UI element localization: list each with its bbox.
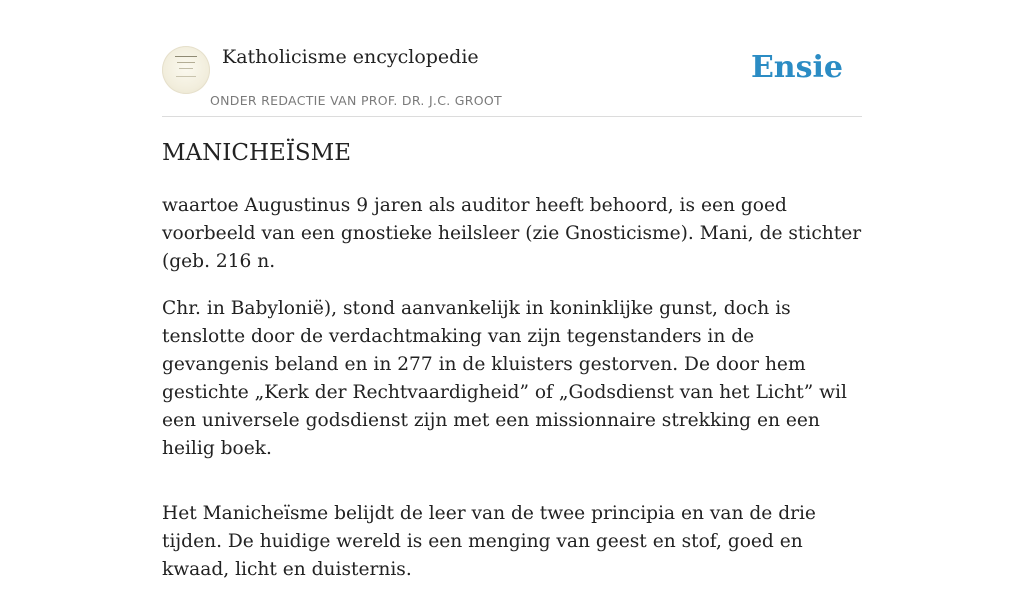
- book-title-link[interactable]: Katholicisme encyclopedie: [222, 46, 479, 68]
- article-paragraph: Chr. in Babylonië), stond aanvankelijk in koninklijke gunst, doch is tenslotte door de verdachtmaking van zijn tegenstanders in de gevangenis beland en in 277 in de kluisters gestorven. De door hem gestichte „Kerk der Rechtvaardigheid” of „Godsdienst van het Licht” wil een universele godsdienst zijn met een missionnaire strekking en een heilig boek.: [162, 298, 847, 459]
- article-body: [162, 192, 862, 603]
- article-title: MANICHEÏSME: [162, 140, 351, 166]
- article-paragraph: Het Manicheïsme belijdt de leer van de twee principia en van de drie tijden. De huidige wereld is een menging van geest en stof, goed en kwaad, licht en duisternis.: [162, 503, 816, 580]
- book-cover-icon[interactable]: [162, 46, 210, 94]
- article-paragraph: waartoe Augustinus 9 jaren als auditor heeft behoord, is een goed voorbeeld van een gnostieke heilsleer (zie Gnosticisme). Mani, de stichter (geb. 216 n.: [162, 195, 862, 272]
- editor-subtitle: ONDER REDACTIE VAN PROF. DR. J.C. GROOT: [210, 93, 502, 108]
- ensie-logo-link[interactable]: Ensie: [750, 50, 843, 85]
- page: [162, 0, 862, 580]
- header: [162, 0, 862, 117]
